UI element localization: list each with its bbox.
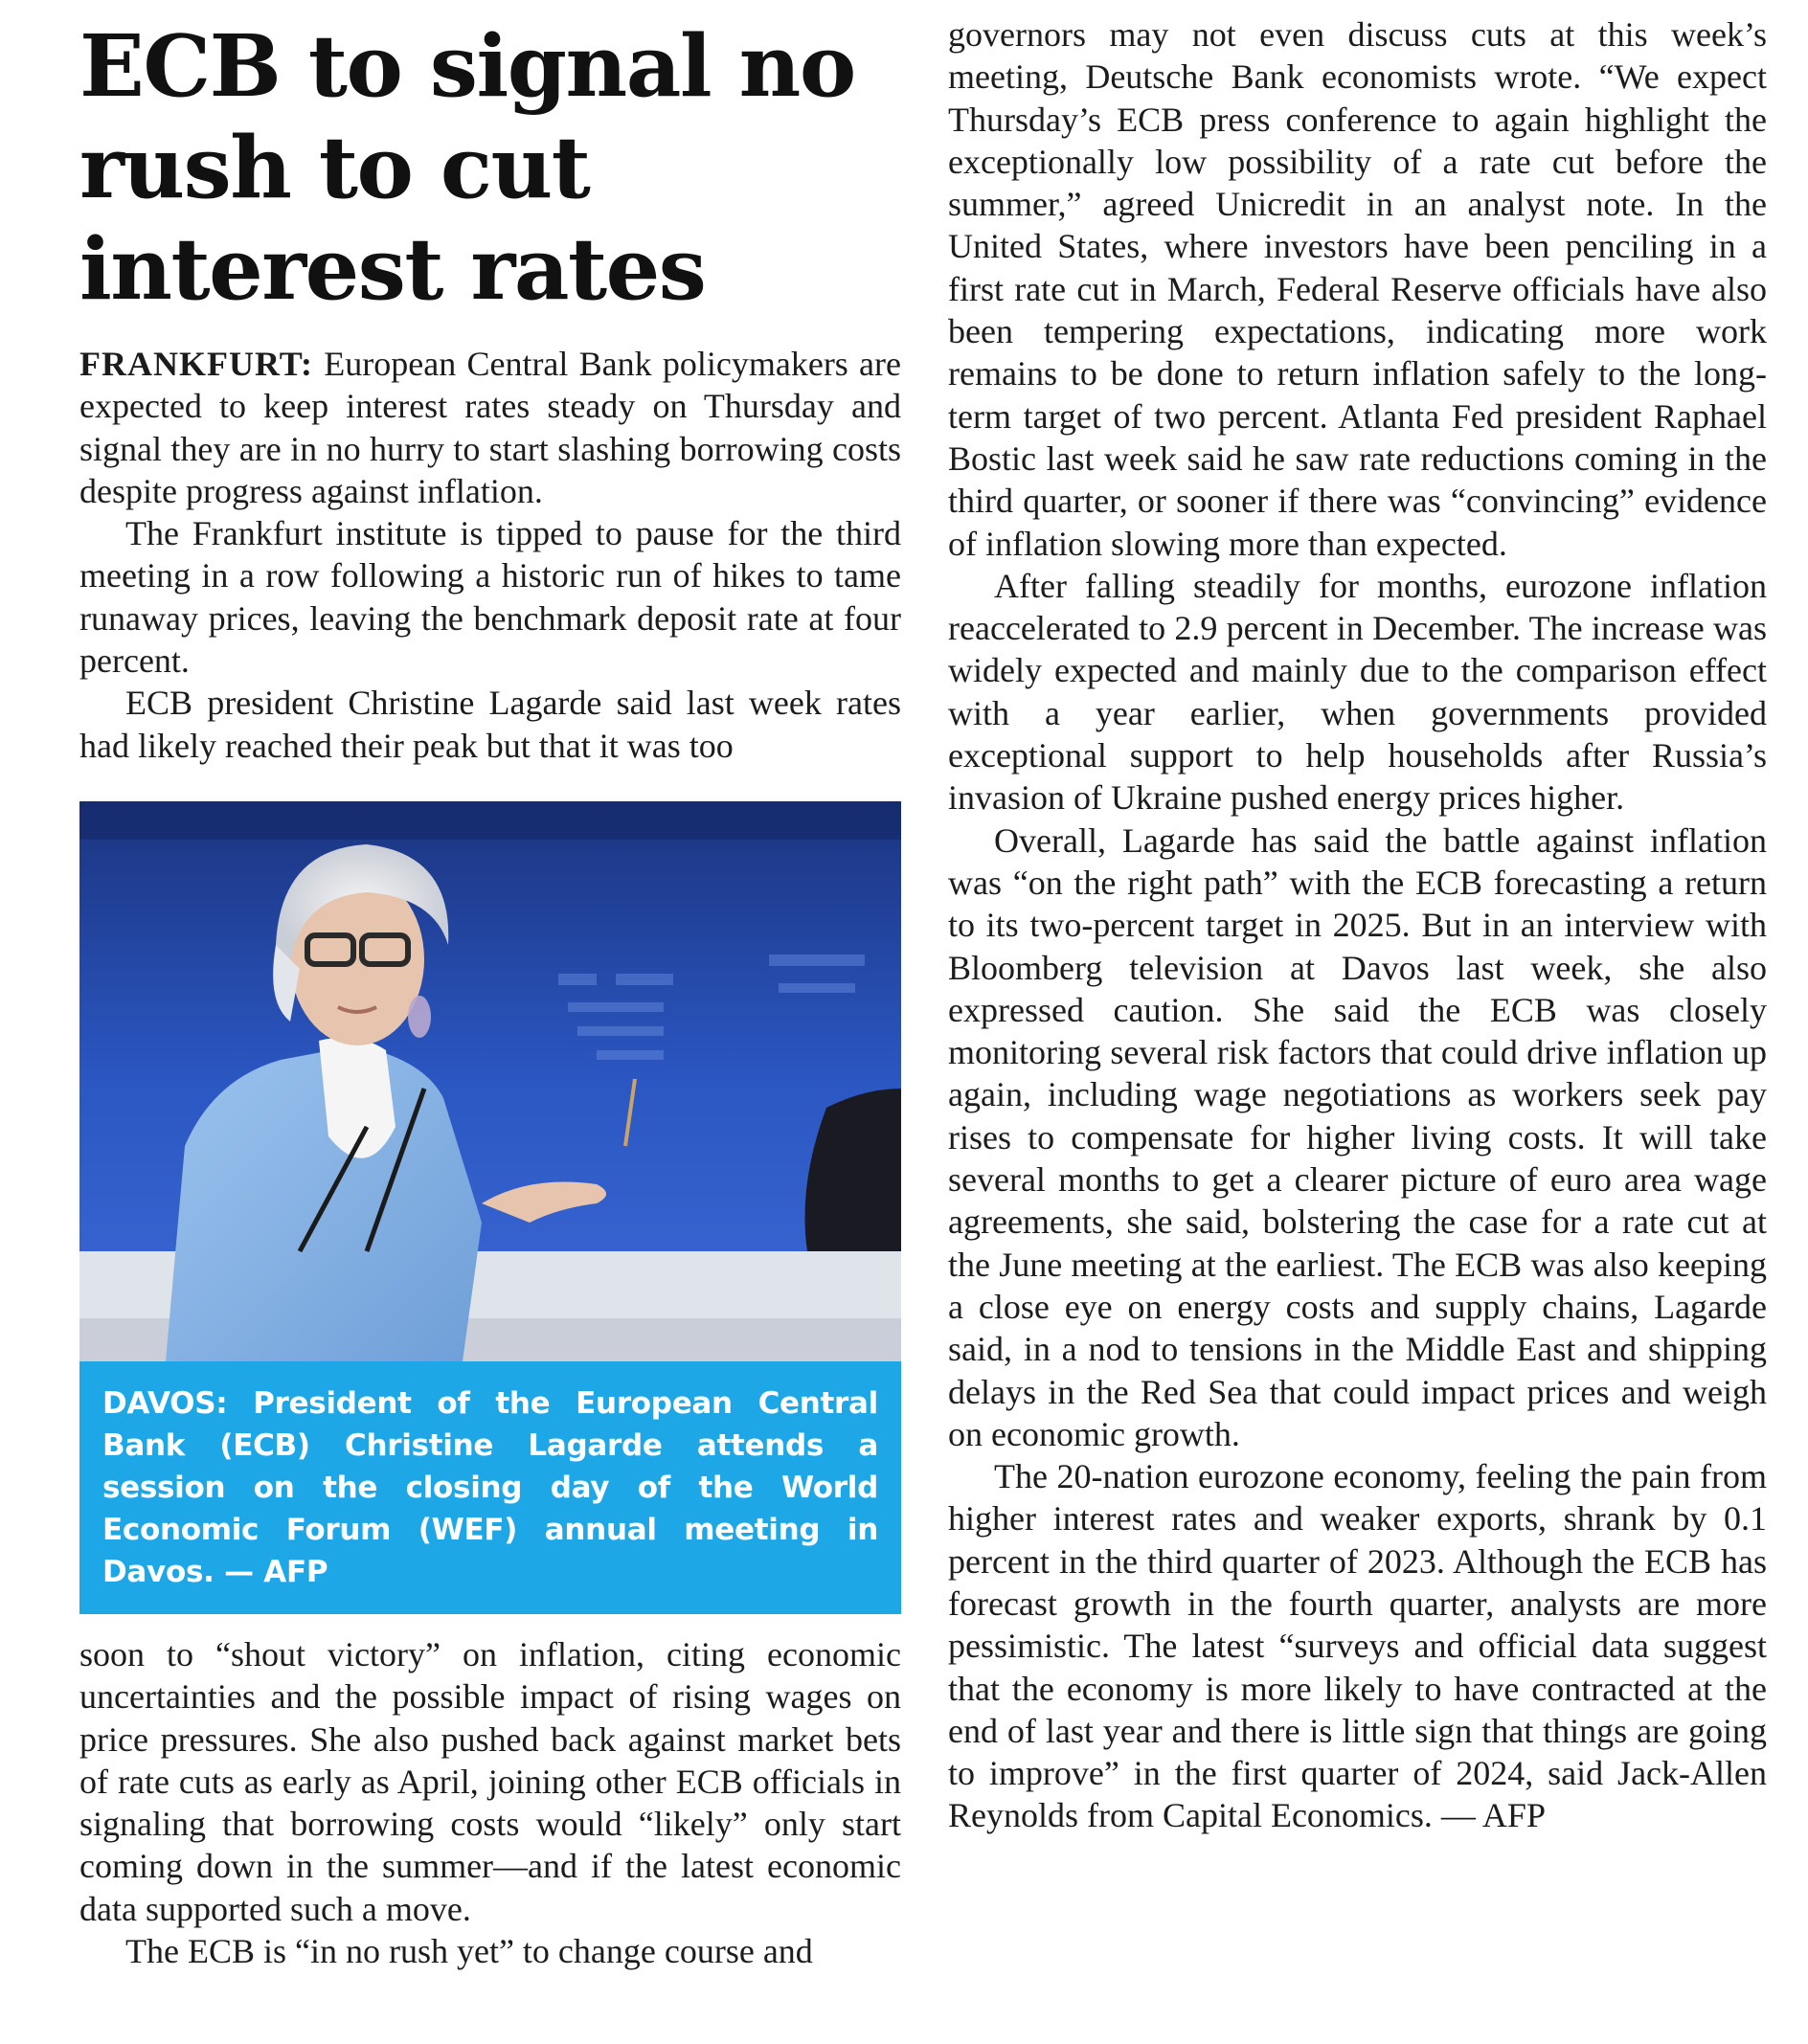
- paragraph-3-start: ECB president Christine Lagarde said last week rates had likely reached their peak but that it was too: [79, 684, 901, 765]
- photo-illustration: [79, 801, 901, 1361]
- article-body-left-top: [79, 343, 901, 767]
- article-body-left-bottom: [79, 1633, 901, 1972]
- paragraph-3-end: soon to “shout victory” on inflation, citing economic uncertainties and the possible impact of rising wages on price pressures. She also pushed back against market bets of rate cuts as early as April, joining other ECB officials in signaling that borrowing costs would “likely” only start coming down in the summer—and if the latest economic data supported such a move.: [79, 1634, 901, 1928]
- dateline: FRANKFURT:: [79, 345, 314, 383]
- paragraph-2: The Frankfurt institute is tipped to pause for the third meeting in a row following a historic run of hikes to tame runaway prices, leaving the benchmark deposit rate at four percent.: [79, 514, 901, 681]
- paragraph-7: The 20-nation eurozone economy, feeling the pain from higher interest rates and weaker exports, shrank by 0.1 percent in the third quarter of 2023. Although the ECB has forecast growth in the fourth quarter, analysts are more pessimistic. The latest “surveys and official data suggest that the economy is more likely to have contracted at the end of last year and there is little sign that things are going to improve” in the first quarter of 2024, said Jack-Allen Reynolds from Capital Economics. — AFP: [948, 1457, 1767, 1835]
- paragraph-5: After falling steadily for months, eurozone inflation reaccelerated to 2.9 percent in December. The increase was widely expected and mainly due to the comparison effect with a year earlier, when governments provided exceptional support to help households after Russia’s invasion of Ukraine pushed energy prices higher.: [948, 566, 1767, 818]
- paragraph-6: Overall, Lagarde has said the battle against inflation was “on the right path” with the ECB forecasting a return to its two-percent target in 2025. But in an interview with Bloomberg television at Davos last week, she also expressed caution. She said the ECB was closely monitoring several risk factors that could drive inflation up again, including wage negotiations as workers seek pay rises to compensate for higher living costs. It will take several months to get a clearer picture of euro area wage agreements, she said, bolstering the case for a rate cut at the June meeting at the earliest. The ECB was also keeping a close eye on energy costs and supply chains, Lagarde said, in a nod to tensions in the Middle East and shipping delays in the Red Sea that could impact prices and weigh on economic growth.: [948, 820, 1767, 1453]
- headline: ECB to signal no rush to cut interest rates: [79, 15, 855, 319]
- lagarde-photo: [79, 801, 901, 1361]
- lead-paragraph: [79, 343, 901, 512]
- right-column: [948, 13, 1767, 1837]
- paragraph-4-start: The ECB is “in no rush yet” to change course and: [125, 1932, 813, 1971]
- lead-paragraph-text: European Central Bank policymakers are expected to keep interest rates steady on Thursday and signal they are in no hurry to start slashing borrowing costs despite progress against inflation.: [79, 345, 901, 510]
- article-body-right: [948, 13, 1767, 1837]
- photo-caption: DAVOS: President of the European Central Bank (ECB) Christine Lagarde attends a session on the closing day of the World Economic Forum (WEF) annual meeting in Davos. — AFP: [79, 1361, 901, 1614]
- paragraph-4-end: governors may not even discuss cuts at this week’s meeting, Deutsche Bank economists wrote. “We expect Thursday’s ECB press conference to again highlight the exceptionally low possibility of a rate cut before the summer,” agreed Unicredit in an analyst note. In the United States, where investors have been penciling in a first rate cut in March, Federal Reserve officials have also been tempering expectations, indicating more work remains to be done to return inflation safely to the long-term target of two percent. Atlanta Fed president Raphael Bostic last week said he saw rate reductions coming in the third quarter, or sooner if there was “convincing” evidence of inflation slowing more than expected.: [948, 15, 1767, 563]
- photo-block: [79, 801, 901, 1614]
- left-column: [79, 0, 901, 1972]
